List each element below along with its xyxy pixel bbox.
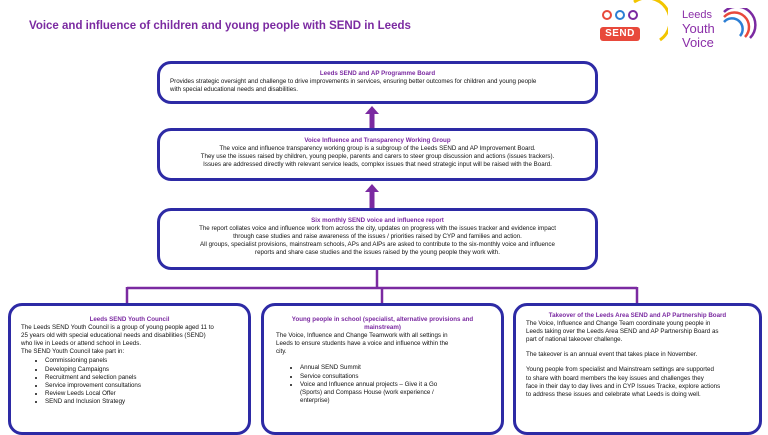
list-item: • Commissioning panels: [45, 357, 238, 365]
list-item: • Developing Campaigns: [45, 366, 238, 374]
schools-text-line: The Voice, Influence and Change Teamwork with all settings in: [276, 332, 448, 340]
logo-word-3: Voice: [682, 35, 714, 50]
list-item: • Service improvement consultations: [45, 382, 238, 390]
six-monthly-report-box: [157, 208, 598, 270]
youth-council-heading: Leeds SEND Youth Council: [89, 316, 170, 323]
takeover-text-line: Leeds taking over the Leeds Area SEND and AP Partnership Board as: [526, 328, 719, 336]
youth-council-text-line: The SEND Youth Council take part in:: [21, 348, 125, 356]
working-group-text-line: The voice and influence transparency working group is a subgroup of the Leeds SEND and AP Improvement Board.: [219, 145, 536, 153]
youth-council-list: [21, 357, 238, 406]
up-arrow-icon: [365, 106, 379, 128]
working-group-text-line: Issues are addressed directly with relevant service leads, complex issues that need strategic input will be raised with the Board.: [203, 161, 552, 169]
logo-word-1: Leeds: [682, 9, 712, 21]
takeover-text-line: face in their day to day lives and in CYP Issues Tracke, explore actions: [526, 382, 721, 390]
schools-text-line: city.: [276, 348, 287, 356]
youth-council-text-line: The Leeds SEND Youth Council is a group of young people aged 11 to: [21, 324, 214, 332]
six-monthly-text-line: All groups, specialist provisions, mainstream schools, APs and AIPs are asked to contribute to the six-monthly voice and influence: [200, 241, 555, 249]
list-item: • Annual SEND Summit: [300, 364, 489, 372]
six-monthly-text-line: reports and share case studies and the issues raised by the young people they work with.: [255, 249, 500, 257]
programme-board-box: [157, 61, 598, 104]
connector-lines: [0, 268, 768, 304]
list-item: • Service consultations: [300, 373, 489, 381]
list-item: • SEND and Inclusion Strategy: [45, 398, 238, 406]
working-group-box: [157, 128, 598, 181]
takeover-heading: Takeover of the Leeds Area SEND and AP Partnership Board: [548, 312, 727, 319]
youth-council-text-line: 25 years old with special educational needs and disabilities (SEND): [21, 332, 206, 340]
radio-waves-icon: [710, 8, 760, 50]
page-title: Voice and influence of children and young people with SEND in Leeds: [29, 20, 411, 32]
takeover-text-line: to address these issues and celebrate what Leeds is doing well.: [526, 390, 701, 398]
programme-board-heading: Leeds SEND and AP Programme Board: [319, 70, 436, 77]
six-monthly-text-line: through case studies and raise awareness of the issues / priorities raised by CYP and families and action.: [233, 233, 522, 241]
takeover-text-line: The takeover is an annual event that takes place in November.: [526, 351, 698, 359]
takeover-text-line: Young people from specialist and Mainstream settings are supported: [526, 366, 714, 374]
schools-heading-cont: mainstream): [364, 324, 401, 332]
schools-text-line: Leeds to ensure students have a voice and influence within the: [276, 340, 449, 348]
takeover-text-line: part of national takeover challenge.: [526, 336, 623, 344]
arc-decoration-icon: [630, 0, 668, 44]
schools-heading: Young people in school (specialist, alternative provisions and: [291, 316, 474, 323]
working-group-text-line: They use the issues raised by children, young people, parents and carers to steer group discussion and actions (issues trackers).: [200, 153, 555, 161]
takeover-text-line: to share with board members the key issues and challenges they: [526, 374, 704, 382]
programme-board-text-line: Provides strategic oversight and challenge to drive improvements in services, ensuring better outcomes for children and young people: [170, 78, 537, 86]
six-monthly-heading: Six monthly SEND voice and influence report: [311, 217, 444, 224]
send-logo-text: SEND: [600, 27, 640, 41]
list-item-text: (Sports) and Compass House (work experience /: [300, 388, 434, 396]
takeover-box: [513, 303, 762, 435]
logo-word-2: Youth: [682, 21, 715, 36]
schools-box: [261, 303, 504, 435]
six-monthly-text-line: The report collates voice and influence work from across the city, updates on progress with the issues tracker and evidence impact: [199, 225, 556, 233]
list-item-text: Voice and Influence annual projects – Give it a Go: [300, 380, 438, 388]
takeover-text-line: The Voice, Influence and Change Team coordinate young people in: [526, 320, 711, 328]
youth-council-box: [8, 303, 251, 435]
list-item-text: enterprise): [300, 396, 330, 404]
schools-list: [276, 364, 489, 404]
list-item: • Review Leeds Local Offer: [45, 390, 238, 398]
list-item: [300, 381, 489, 405]
youth-council-text-line: who live in Leeds or attend school in Leeds.: [21, 340, 142, 348]
programme-board-text-line: with special educational needs and disabilities.: [170, 86, 298, 94]
up-arrow-icon: [365, 184, 379, 208]
working-group-heading: Voice Influence and Transparency Working Group: [304, 137, 451, 144]
list-item: • Recruitment and selection panels: [45, 374, 238, 382]
leeds-youth-voice-logo: [682, 8, 762, 50]
